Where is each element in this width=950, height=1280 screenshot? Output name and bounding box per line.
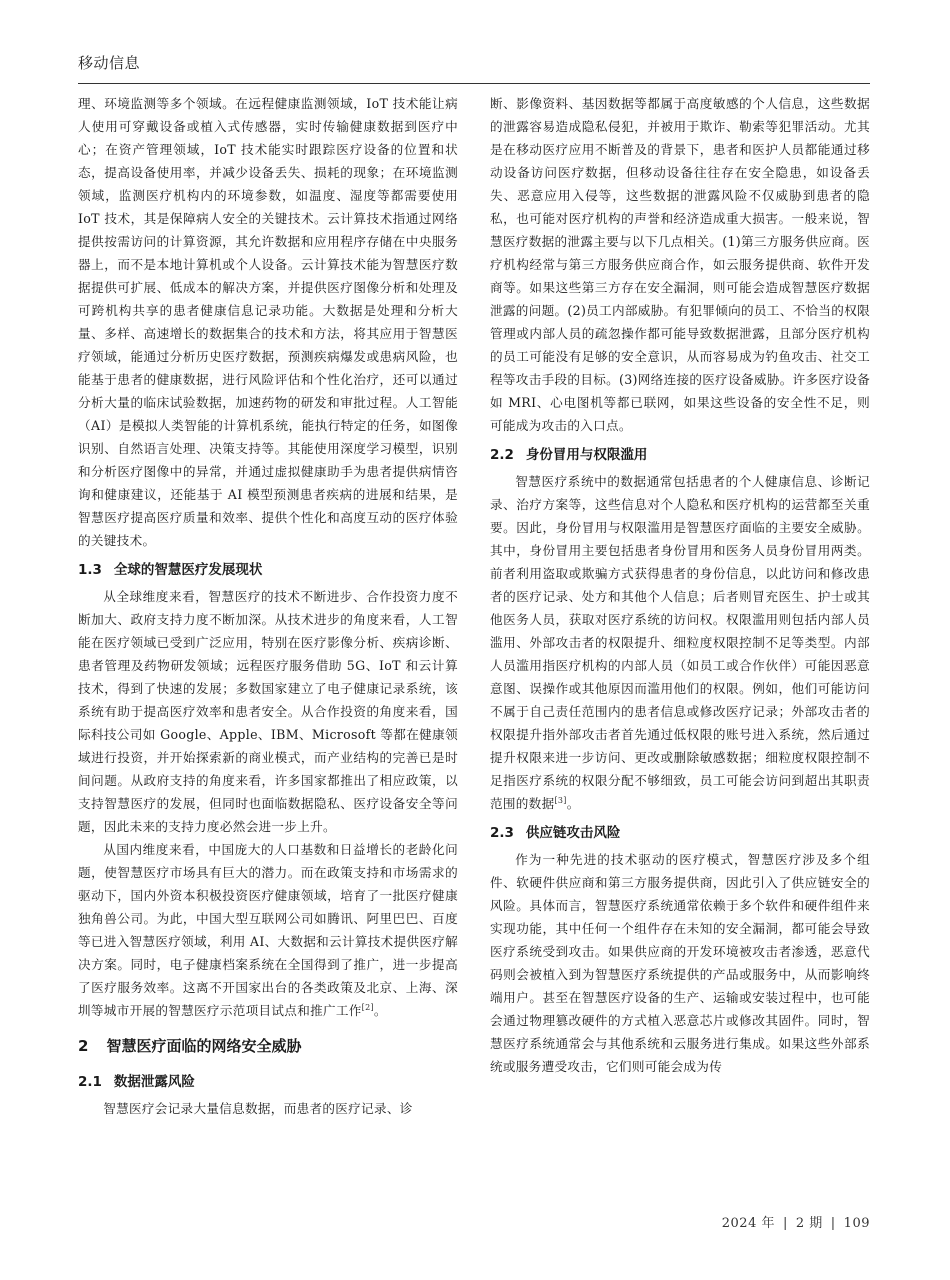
- section-title: 全球的智慧医疗发展现状: [113, 562, 263, 578]
- paragraph-intro-continued: 理、环境监测等多个领域。在远程健康监测领域，IoT 技术能让病人使用可穿戴设备或植入式传感器，实时传输健康数据到医疗中心；在资产管理领域，IoT 技术能实时跟踪医疗设备的位置和状态，提高设备使用率，并减少设备丢失、损耗的现象；在环境监测领域，监测医疗机构内的环境参数，如温度、湿度等都需要使用 IoT 技术，其是保障病人安全的关键技术。云计算技术指通过网络提供按需访问的计算资源，其允许数据和应用程序存储在中央服务器上，而不是本地计算机或个人设备。云计算技术能为智慧医疗数据提供可扩展、低成本的解决方案，并提供医疗图像分析和处理及可跨机构共享的患者健康信息记录功能。大数据是处理和分析大量、多样、高速增长的数据集合的技术和方法，将其应用于智慧医疗领域，能通过分析历史医疗数据，预测疾病爆发或患病风险，也能基于患者的健康数据，进行风险评估和个性化治疗，还可以通过分析大量的临床试验数据，加速药物的研发和审批过程。人工智能（AI）是模拟人类智能的计算机系统，能执行特定的任务，如图像识别、自然语言处理、决策支持等。其能使用深度学习模型，识别和分析医疗图像中的异常，并通过虚拟健康助手为患者提供病情咨询和健康建议，还能基于 AI 模型预测患者疾病的进展和结果，是智慧医疗提高医疗质量和效率、提供个性化和高度互动的医疗体验的关键技术。: [78, 96, 458, 548]
- paragraph-domestic-development: [78, 838, 458, 1022]
- section-title: 供应链攻击风险: [525, 825, 621, 841]
- journal-title: 移动信息: [78, 54, 141, 72]
- paragraph-end: 。: [373, 1003, 387, 1018]
- paragraph-end: 。: [566, 796, 580, 811]
- footer-issue: 2 期: [795, 1216, 823, 1231]
- footer-year: 2024 年: [721, 1216, 775, 1231]
- paragraph-identity-abuse: [490, 470, 870, 815]
- footer-separator: |: [782, 1216, 788, 1231]
- header-rule: [78, 83, 870, 84]
- paragraph-text: 智慧医疗系统中的数据通常包括患者的个人健康信息、诊断记录、治疗方案等，这些信息对个人隐私和医疗机构的运营都至关重要。因此，身份冒用与权限滥用是智慧医疗面临的主要安全威胁。其中，身份冒用主要包括患者身份冒用和医务人员身份冒用两类。前者利用盗取或欺骗方式获得患者的身份信息，以此访问和修改患者的医疗记录、处方和其他个人信息；后者则冒充医生、护士或其他医务人员，获取对医疗系统的访问权。权限滥用则包括内部人员滥用、外部攻击者的权限提升、细粒度权限控制不足等类型。内部人员滥用指医疗机构的内部人员（如员工或合作伙伴）可能因恶意意图、误操作或其他原因而滥用他们的权限。例如，他们可能访问不属于自己责任范围内的患者信息或修改医疗记录；外部攻击者的权限提升指外部攻击者首先通过低权限的账号进入系统，然后通过提升权限来进一步访问、更改或删除敏感数据；细粒度权限控制不足指医疗系统的权限分配不够细致，员工可能会访问到超出其职责范围的数据: [490, 474, 870, 811]
- paragraph-data-leak-start: 智慧医疗会记录大量信息数据，而患者的医疗记录、诊: [103, 1101, 413, 1116]
- section-number: 1.3: [78, 562, 102, 578]
- page-number: 109: [843, 1216, 870, 1231]
- citation-ref: [3]: [554, 795, 567, 805]
- citation-ref: [2]: [361, 1002, 374, 1012]
- section-2-3-heading: [490, 821, 870, 845]
- section-number: 2.2: [490, 447, 514, 463]
- left-column: [78, 92, 458, 1120]
- section-1-3-heading: [78, 558, 458, 582]
- section-title: 数据泄露风险: [113, 1074, 195, 1090]
- section-2-2-heading: [490, 443, 870, 467]
- section-title: 智慧医疗面临的网络安全威胁: [106, 1037, 302, 1055]
- paragraph-supply-chain: 作为一种先进的技术驱动的医疗模式，智慧医疗涉及多个组件、软硬件供应商和第三方服务提供商，因此引入了供应链安全的风险。具体而言，智慧医疗系统通常依赖于多个软件和硬件组件来实现功能，其中任何一个组件存在未知的安全漏洞，都可能会导致医疗系统受到攻击。如果供应商的开发环境被攻击者渗透，恶意代码则会被植入到为智慧医疗系统提供的产品或服务中，从而影响终端用户。甚至在智慧医疗设备的生产、运输或安装过程中，也可能会通过物理篡改硬件的方式植入恶意芯片或修改其固件。同时，智慧医疗系统通常会与其他系统和云服务进行集成。如果这些外部系统或服务遭受攻击，它们则可能会成为传: [490, 852, 870, 1074]
- section-title: 身份冒用与权限滥用: [525, 447, 648, 463]
- paragraph-text: 从国内维度来看，中国庞大的人口基数和日益增长的老龄化问题，使智慧医疗市场具有巨大的潜力。而在政策支持和市场需求的驱动下，国内外资本积极投资医疗健康领域，培育了一批医疗健康独角兽公司。为此，中国大型互联网公司如腾讯、阿里巴巴、百度等已进入智慧医疗领域，利用 AI、大数据和云计算技术提供医疗解决方案。同时，电子健康档案系统在全国得到了推广，进一步提高了医疗服务效率。这离不开国家出台的各类政策及北京、上海、深圳等城市开展的智慧医疗示范项目试点和推广工作: [78, 842, 458, 1018]
- right-column: [490, 92, 870, 1078]
- paragraph-data-leak-continued: 断、影像资料、基因数据等都属于高度敏感的个人信息，这些数据的泄露容易造成隐私侵犯，并被用于欺诈、勒索等犯罪活动。尤其是在移动医疗应用不断普及的背景下，患者和医护人员都能通过移动设备访问医疗数据，但移动设备往往存在安全隐患，如设备丢失、恶意应用入侵等，这些数据的泄露风险不仅威胁到患者的隐私，也可能对医疗机构的声誉和经济造成重大损害。一般来说，智慧医疗数据的泄露主要与以下几点相关。(1)第三方服务供应商。医疗机构经常与第三方服务供应商合作，如云服务提供商、软件开发商等。如果这些第三方存在安全漏洞，则可能会造成智慧医疗数据泄露的问题。(2)员工内部威胁。有犯罪倾向的员工、不恰当的权限管理或内部人员的疏忽操作都可能导致数据泄露，且部分医疗机构的员工可能没有足够的安全意识，从而容易成为钓鱼攻击、社交工程等攻击手段的目标。(3)网络连接的医疗设备威胁。许多医疗设备如 MRI、心电图机等都已联网，如果这些设备的安全性不足，则可能成为攻击的入口点。: [490, 96, 870, 433]
- section-2-heading: [78, 1034, 458, 1058]
- section-2-1-heading: [78, 1070, 458, 1094]
- section-number: 2: [78, 1037, 89, 1055]
- paragraph-global-development: 从全球维度来看，智慧医疗的技术不断进步、合作投资力度不断加大、政府支持力度不断加深。从技术进步的角度来看，人工智能在医疗领域已受到广泛应用，特别在医疗影像分析、疾病诊断、患者管理及药物研发领域；远程医疗服务借助 5G、IoT 和云计算技术，得到了快速的发展；多数国家建立了电子健康记录系统，该系统有助于提高医疗效率和患者安全。从合作投资的角度来看，国际科技公司如 Google、Apple、IBM、Microsoft 等都在健康领域进行投资，并开始探索新的商业模式，而产业结构的完善已是时间问题。从政府支持的角度来看，许多国家都推出了相应政策，以支持智慧医疗的发展，但同时也面临数据隐私、医疗设备安全等问题，因此未来的支持力度必然会进一步上升。: [78, 589, 458, 834]
- section-number: 2.3: [490, 825, 514, 841]
- page-footer: [722, 1212, 870, 1231]
- footer-separator: |: [830, 1216, 836, 1231]
- section-number: 2.1: [78, 1074, 102, 1090]
